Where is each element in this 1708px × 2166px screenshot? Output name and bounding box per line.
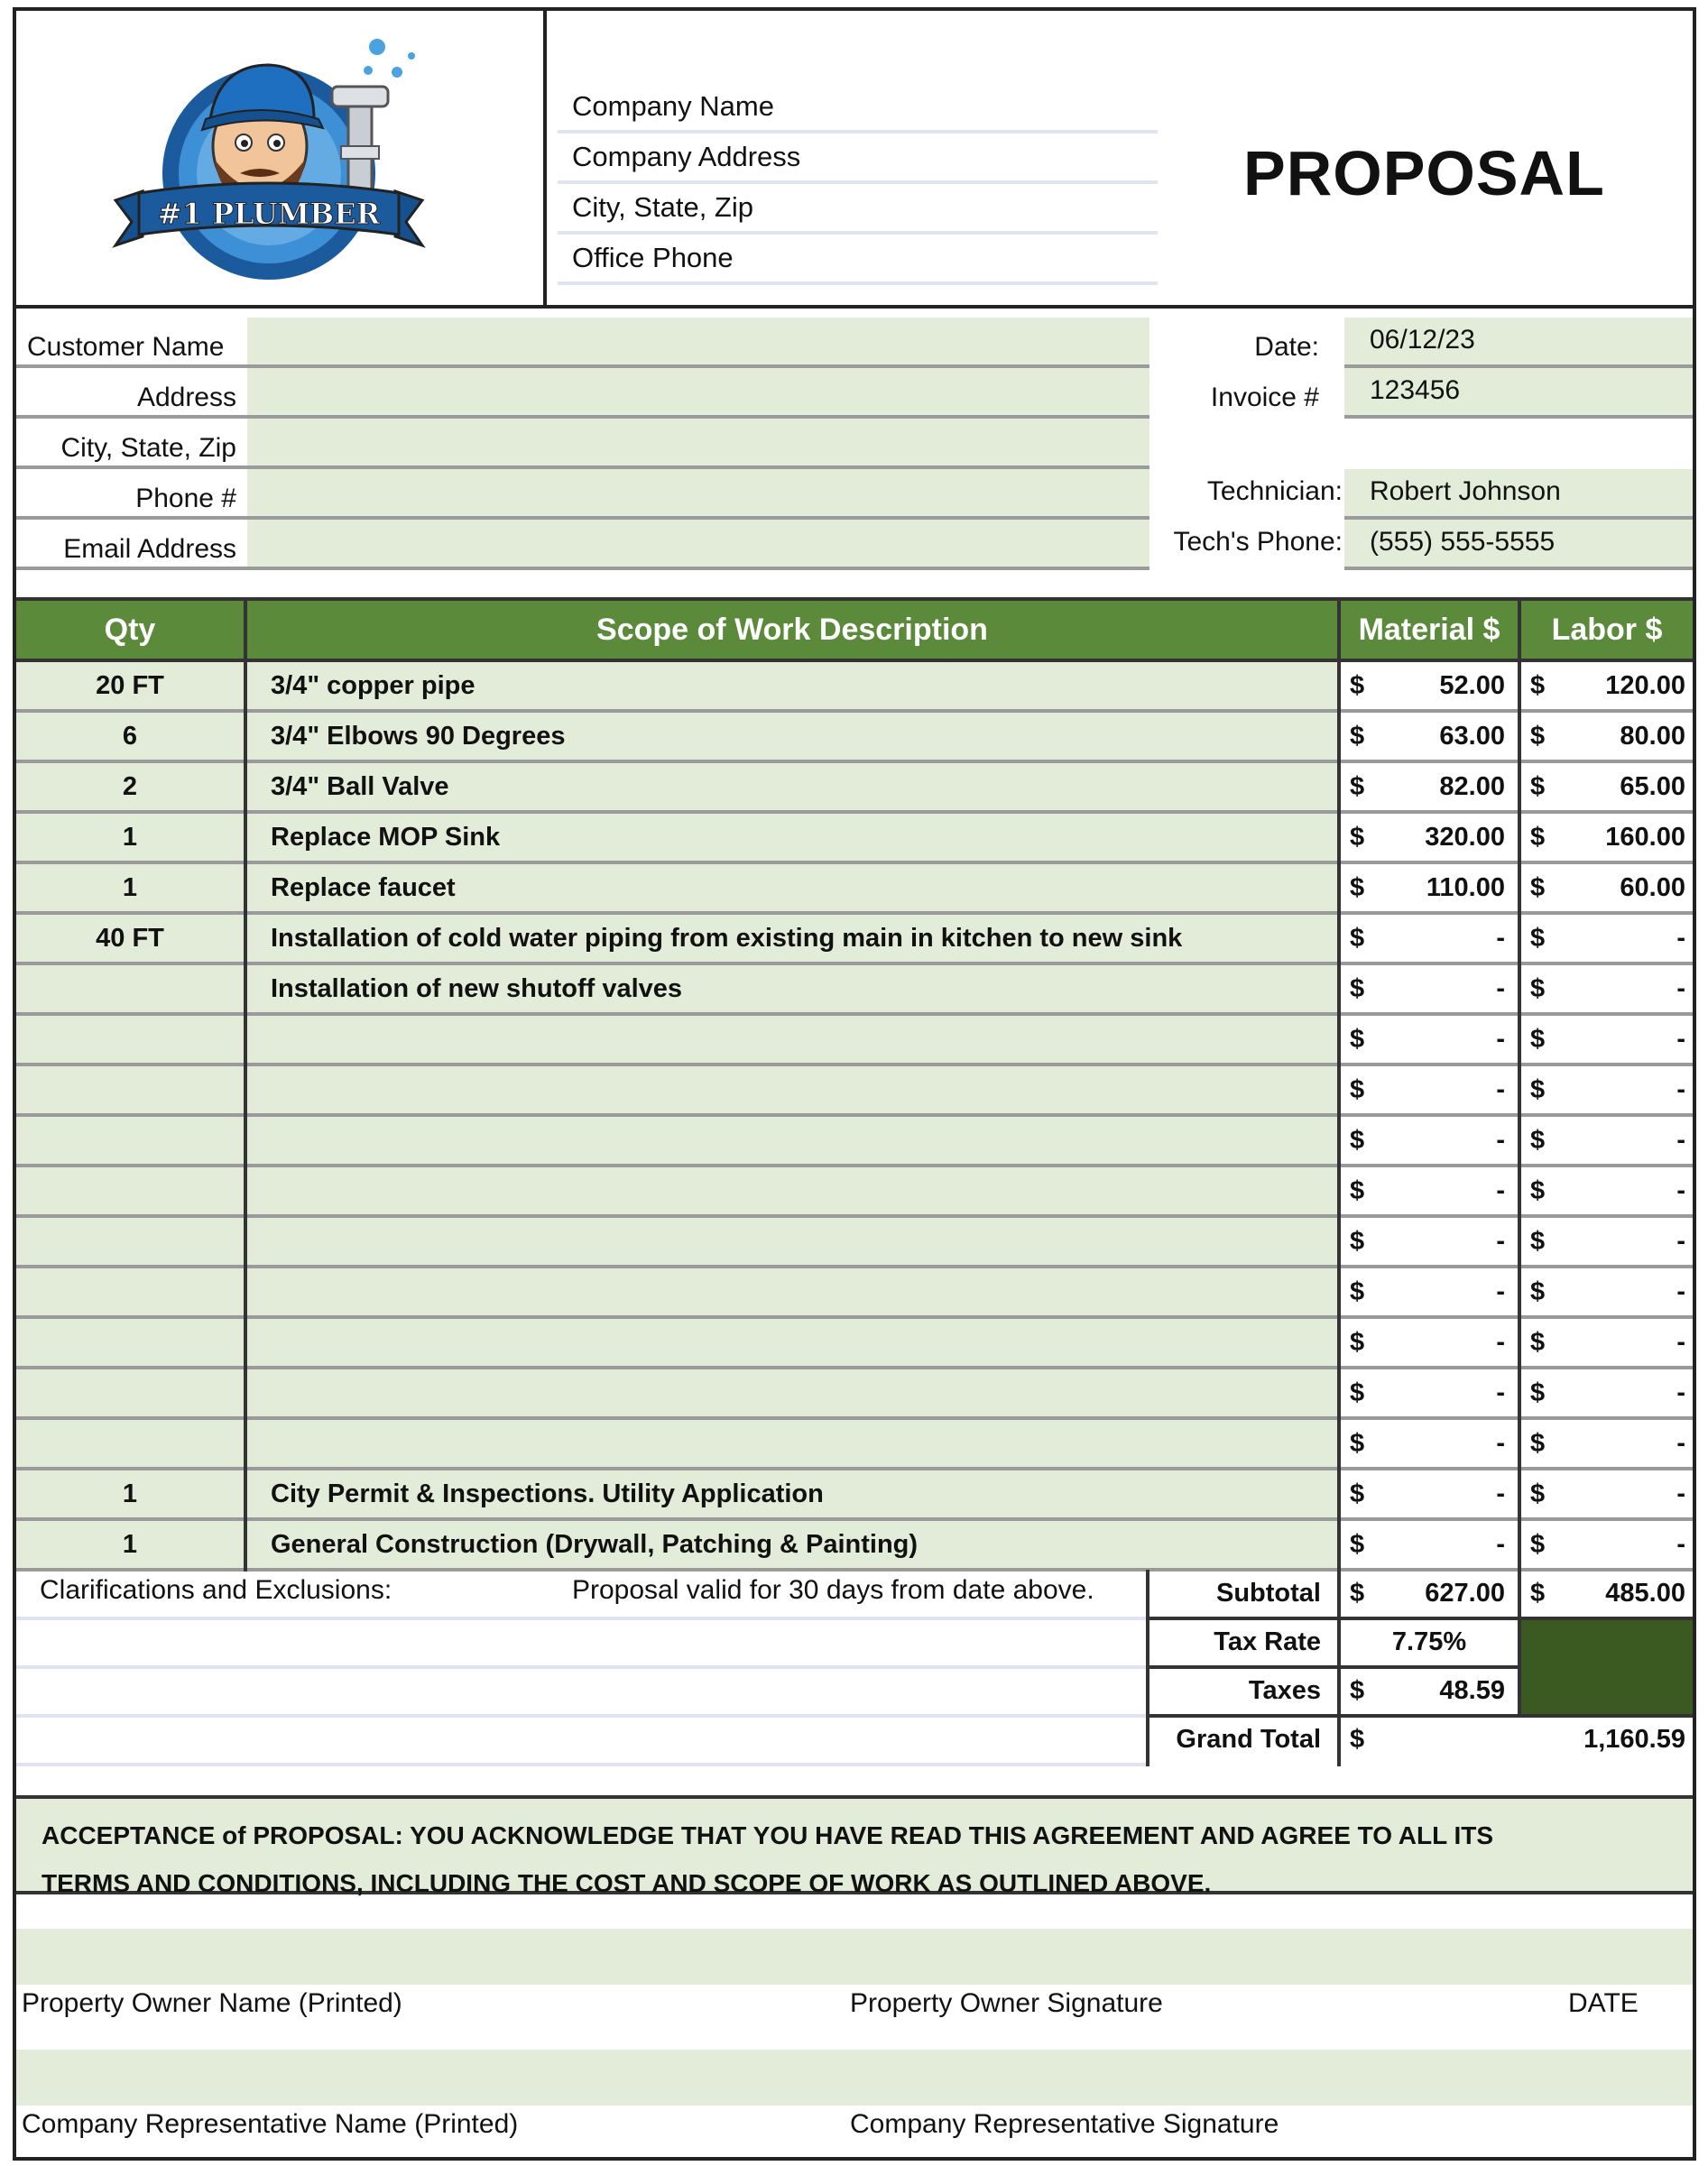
subtotal-label: Subtotal: [1216, 1579, 1321, 1608]
labor-cell: -: [1676, 1277, 1685, 1306]
description-cell: General Construction (Drywall, Patching & Painting): [271, 1530, 919, 1559]
divider: [16, 415, 247, 419]
divider: [244, 1319, 247, 1369]
material-cell: -: [1496, 1025, 1505, 1054]
divider: [244, 915, 247, 965]
labor-cell: -: [1676, 974, 1685, 1003]
divider: [1518, 965, 1521, 1016]
qty-cell: [16, 1016, 244, 1063]
material-cell: 52.00: [1439, 671, 1505, 700]
material-cell: -: [1496, 1126, 1505, 1155]
divider: [1337, 1521, 1341, 1572]
material-cell: 110.00: [1426, 873, 1505, 902]
qty-cell: [16, 1218, 244, 1265]
qty-cell: [16, 1167, 244, 1214]
dollar-sign: $: [1530, 1530, 1546, 1559]
dollar-sign: $: [1530, 772, 1546, 801]
table-row: [16, 1066, 1693, 1117]
phone-label: Phone #: [135, 484, 236, 513]
labor-cell: 65.00: [1620, 772, 1685, 801]
divider: [244, 1066, 247, 1117]
labor-cell: -: [1676, 1530, 1685, 1559]
description-cell: 3/4" Elbows 90 Degrees: [271, 722, 566, 751]
clarifications-text[interactable]: Proposal valid for 30 days from date above.: [572, 1575, 1094, 1605]
phone-field[interactable]: [247, 469, 1149, 520]
dollar-sign: $: [1530, 671, 1546, 700]
qty-cell: [16, 1268, 244, 1315]
company-name-line[interactable]: Company Name: [558, 83, 1158, 134]
dollar-sign: $: [1530, 1328, 1546, 1357]
table-row: [16, 1470, 1693, 1521]
labor-cell: -: [1676, 924, 1685, 953]
table-row: [16, 1420, 1693, 1470]
dollar-sign: $: [1530, 873, 1546, 902]
divider: [244, 864, 247, 915]
rep-signature-field[interactable]: [16, 2050, 1693, 2106]
divider: [16, 465, 247, 469]
divider: [1337, 864, 1341, 915]
dollar-sign: $: [1530, 1378, 1546, 1407]
table-row: [16, 864, 1693, 915]
dollar-sign: $: [1530, 1126, 1546, 1155]
labor-cell: 60.00: [1620, 873, 1685, 902]
divider: [244, 1420, 247, 1470]
date-field[interactable]: 06/12/23: [1344, 318, 1693, 368]
table-row: [16, 915, 1693, 965]
dollar-sign: $: [1350, 873, 1365, 902]
labor-cell: -: [1676, 1378, 1685, 1407]
divider: [244, 1369, 247, 1420]
technician-label: Technician:: [1206, 476, 1343, 506]
divider: [1518, 662, 1521, 713]
divider: [1337, 662, 1341, 713]
divider: [1518, 763, 1521, 814]
logo-text: #1 PLUMBER: [157, 197, 381, 231]
taxes-value: 48.59: [1439, 1676, 1505, 1705]
date-label: Date:: [1254, 332, 1319, 362]
material-cell: -: [1496, 974, 1505, 1003]
dollar-sign: $: [1350, 1328, 1365, 1357]
owner-name-label: Property Owner Name (Printed): [22, 1988, 402, 2018]
dollar-sign: $: [1350, 1676, 1365, 1705]
divider: [16, 567, 247, 570]
table-row: [16, 713, 1693, 763]
customer-name-label: Customer Name: [27, 332, 225, 362]
qty-cell: [16, 1420, 244, 1467]
dollar-sign: $: [1350, 671, 1365, 700]
material-header: Material $: [1358, 613, 1500, 647]
table-row: [16, 814, 1693, 864]
divider: [1518, 1521, 1521, 1572]
description-cell-bg[interactable]: [247, 1016, 1337, 1063]
dollar-sign: $: [1350, 1277, 1365, 1306]
labor-cell: -: [1676, 1025, 1685, 1054]
material-cell: 63.00: [1439, 722, 1505, 751]
invoice-label: Invoice #: [1210, 383, 1319, 412]
material-cell: -: [1496, 1176, 1505, 1205]
qty-cell: [16, 1369, 244, 1416]
divider: [1337, 1268, 1341, 1319]
qty-cell: 6: [122, 722, 138, 751]
description-cell: City Permit & Inspections. Utility Application: [271, 1479, 824, 1508]
divider: [244, 965, 247, 1016]
labor-cell: -: [1676, 1126, 1685, 1155]
qty-header: Qty: [104, 613, 156, 647]
divider: [244, 814, 247, 864]
labor-cell: 80.00: [1620, 722, 1685, 751]
company-phone-line[interactable]: Office Phone: [558, 235, 1158, 285]
divider: [1337, 1167, 1341, 1218]
labor-cell: 120.00: [1605, 671, 1685, 700]
divider: [244, 1470, 247, 1521]
description-cell: Replace MOP Sink: [271, 823, 501, 852]
taxes-label: Taxes: [1248, 1676, 1321, 1705]
divider: [1518, 1066, 1521, 1117]
qty-cell: [16, 965, 244, 1012]
divider: [1337, 1420, 1341, 1470]
description-cell: Installation of cold water piping from existing main in kitchen to new sink: [271, 924, 1183, 953]
dollar-sign: $: [1350, 1025, 1365, 1054]
qty-cell: 40 FT: [96, 924, 164, 953]
qty-cell: 1: [122, 873, 138, 902]
divider: [1337, 1117, 1341, 1167]
divider: [1518, 1016, 1521, 1066]
material-cell: -: [1496, 924, 1505, 953]
description-cell: 3/4" Ball Valve: [271, 772, 449, 801]
material-cell: -: [1496, 1429, 1505, 1458]
table-row: [16, 1117, 1693, 1167]
divider: [1337, 1016, 1341, 1066]
divider: [1518, 1470, 1521, 1521]
description-cell-bg[interactable]: [247, 1167, 1337, 1214]
rep-signature-label: Company Representative Signature: [850, 2109, 1279, 2139]
proposal-header: [16, 11, 1693, 309]
description-cell-bg[interactable]: [247, 1117, 1337, 1164]
divider: [16, 1665, 1146, 1669]
divider: [1337, 965, 1341, 1016]
description-cell-bg[interactable]: [247, 1369, 1337, 1416]
table-row: [16, 1218, 1693, 1268]
divider: [244, 662, 247, 713]
table-row: [16, 1268, 1693, 1319]
dollar-sign: $: [1350, 1429, 1365, 1458]
description-cell: Installation of new shutoff valves: [271, 974, 683, 1003]
city-state-zip-field[interactable]: [247, 419, 1149, 469]
divider: [244, 1268, 247, 1319]
qty-cell: 20 FT: [96, 671, 164, 700]
description-header: Scope of Work Description: [596, 613, 988, 647]
description-cell-bg[interactable]: [247, 1319, 1337, 1366]
dollar-sign: $: [1530, 1176, 1546, 1205]
divider: [1518, 915, 1521, 965]
labor-cell: -: [1676, 1227, 1685, 1256]
material-cell: -: [1496, 1075, 1505, 1104]
divider: [1146, 1714, 1693, 1718]
dollar-sign: $: [1530, 1227, 1546, 1256]
dollar-sign: $: [1530, 1075, 1546, 1104]
labor-cell: 160.00: [1605, 823, 1685, 852]
proposal-form: [13, 7, 1696, 2161]
divider: [244, 1167, 247, 1218]
labor-cell: -: [1676, 1075, 1685, 1104]
divider: [1337, 713, 1341, 763]
labor-cell: -: [1676, 1176, 1685, 1205]
divider: [1518, 1117, 1521, 1167]
divider: [1518, 1167, 1521, 1218]
dollar-sign: $: [1530, 1429, 1546, 1458]
customer-name-field[interactable]: [247, 318, 1149, 368]
material-cell: -: [1496, 1277, 1505, 1306]
labor-cell: -: [1676, 1479, 1685, 1508]
divider: [1337, 1369, 1341, 1420]
dollar-sign: $: [1530, 823, 1546, 852]
table-row: [16, 763, 1693, 814]
divider: [1518, 1369, 1521, 1420]
description-cell-bg[interactable]: [247, 1218, 1337, 1265]
grand-total-value: 1,160.59: [1583, 1725, 1685, 1754]
description-cell: Replace faucet: [271, 873, 456, 902]
dollar-sign: $: [1350, 1227, 1365, 1256]
city-state-zip-label: City, State, Zip: [60, 433, 236, 463]
tax-rate-value[interactable]: 7.75%: [1391, 1627, 1467, 1656]
dollar-sign: $: [1350, 722, 1365, 751]
rep-name-label: Company Representative Name (Printed): [22, 2109, 519, 2139]
dollar-sign: $: [1350, 1126, 1365, 1155]
qty-cell: [16, 1319, 244, 1366]
divider: [1518, 1319, 1521, 1369]
company-address-line[interactable]: Company Address: [558, 134, 1158, 184]
acceptance-line-2: TERMS AND CONDITIONS, INCLUDING THE COST AND SCOPE OF WORK AS OUTLINED ABOVE.: [42, 1869, 1212, 1897]
dollar-sign: $: [1350, 1530, 1365, 1559]
material-cell: -: [1496, 1227, 1505, 1256]
owner-signature-field[interactable]: [16, 1929, 1693, 1985]
dollar-sign: $: [1350, 823, 1365, 852]
divider: [16, 1714, 1146, 1718]
invoice-field[interactable]: 123456: [1344, 368, 1693, 419]
divider: [1337, 1218, 1341, 1268]
divider: [244, 1218, 247, 1268]
divider: [244, 1521, 247, 1572]
table-row: [16, 1016, 1693, 1066]
tech-phone-label: Tech's Phone:: [1173, 527, 1343, 557]
divider: [1518, 1218, 1521, 1268]
divider: [244, 713, 247, 763]
dollar-sign: $: [1530, 924, 1546, 953]
table-row: [16, 1369, 1693, 1420]
clarifications-label: Clarifications and Exclusions:: [40, 1575, 392, 1605]
divider: [1518, 713, 1521, 763]
company-city-line[interactable]: City, State, Zip: [558, 184, 1158, 235]
material-cell: -: [1496, 1530, 1505, 1559]
table-row: [16, 965, 1693, 1016]
material-cell: -: [1496, 1328, 1505, 1357]
dollar-sign: $: [1350, 772, 1365, 801]
subtotal-labor: 485.00: [1605, 1579, 1685, 1608]
divider: [1337, 1066, 1341, 1117]
totals-section: [16, 1570, 1693, 1766]
material-cell: -: [1496, 1378, 1505, 1407]
qty-cell: [16, 1117, 244, 1164]
table-row: [16, 1521, 1693, 1572]
divider: [16, 516, 247, 520]
dollar-sign: $: [1530, 1025, 1546, 1054]
divider: [1337, 1470, 1341, 1521]
dollar-sign: $: [1530, 722, 1546, 751]
technician-field[interactable]: Robert Johnson: [1344, 469, 1693, 520]
proposal-title: PROPOSAL: [1243, 138, 1605, 208]
divider: [244, 763, 247, 814]
divider: [1518, 1420, 1521, 1470]
tech-phone-field[interactable]: (555) 555-5555: [1344, 520, 1693, 570]
table-row: [16, 1319, 1693, 1369]
labor-header: Labor $: [1551, 613, 1663, 647]
tax-rate-label: Tax Rate: [1214, 1627, 1321, 1656]
labor-cell: -: [1676, 1429, 1685, 1458]
address-label: Address: [136, 383, 236, 412]
divider: [16, 364, 247, 368]
table-row: [16, 1167, 1693, 1218]
dollar-sign: $: [1350, 1479, 1365, 1508]
dollar-sign: $: [1530, 974, 1546, 1003]
qty-cell: [16, 1066, 244, 1113]
description-cell-bg[interactable]: [247, 1066, 1337, 1113]
email-field[interactable]: [247, 520, 1149, 570]
dollar-sign: $: [1350, 1378, 1365, 1407]
divider: [1337, 915, 1341, 965]
material-cell: 82.00: [1439, 772, 1505, 801]
dollar-sign: $: [1530, 1579, 1546, 1608]
owner-signature-label: Property Owner Signature: [850, 1988, 1163, 2018]
divider: [16, 1617, 1146, 1620]
description-cell: 3/4" copper pipe: [271, 671, 475, 700]
grand-total-label: Grand Total: [1176, 1725, 1321, 1754]
dollar-sign: $: [1350, 1579, 1365, 1608]
material-cell: 320.00: [1425, 823, 1505, 852]
divider: [244, 1016, 247, 1066]
acceptance-of-proposal: [16, 1795, 1693, 1897]
divider: [1337, 1319, 1341, 1369]
shaded-cell: [1521, 1620, 1693, 1714]
address-field[interactable]: [247, 368, 1149, 419]
description-cell-bg[interactable]: [247, 1420, 1337, 1467]
signature-date-label: DATE: [1568, 1988, 1639, 2018]
divider: [1337, 814, 1341, 864]
table-row: [16, 662, 1693, 713]
divider: [16, 1763, 1146, 1766]
divider: [1337, 763, 1341, 814]
dollar-sign: $: [1350, 924, 1365, 953]
dollar-sign: $: [1350, 1725, 1365, 1754]
dollar-sign: $: [1350, 1176, 1365, 1205]
dollar-sign: $: [1530, 1277, 1546, 1306]
description-cell-bg[interactable]: [247, 1268, 1337, 1315]
qty-cell: 1: [122, 1479, 138, 1508]
labor-cell: -: [1676, 1328, 1685, 1357]
qty-cell: 2: [122, 772, 138, 801]
divider: [244, 1117, 247, 1167]
dollar-sign: $: [1350, 974, 1365, 1003]
plumber-logo: [106, 29, 449, 290]
divider: [1518, 814, 1521, 864]
dollar-sign: $: [1350, 1075, 1365, 1104]
material-cell: -: [1496, 1479, 1505, 1508]
email-label: Email Address: [63, 534, 236, 564]
divider: [1518, 864, 1521, 915]
divider: [1518, 1268, 1521, 1319]
acceptance-line-1: ACCEPTANCE of PROPOSAL: YOU ACKNOWLEDGE THAT YOU HAVE READ THIS AGREEMENT AND AGREE TO ALL ITS: [42, 1821, 1494, 1849]
logo-box: [16, 11, 547, 309]
table-header-row: [16, 597, 1693, 662]
dollar-sign: $: [1530, 1479, 1546, 1508]
subtotal-material: 627.00: [1425, 1579, 1505, 1608]
qty-cell: 1: [122, 823, 138, 852]
qty-cell: 1: [122, 1530, 138, 1559]
company-info: [558, 83, 1158, 285]
